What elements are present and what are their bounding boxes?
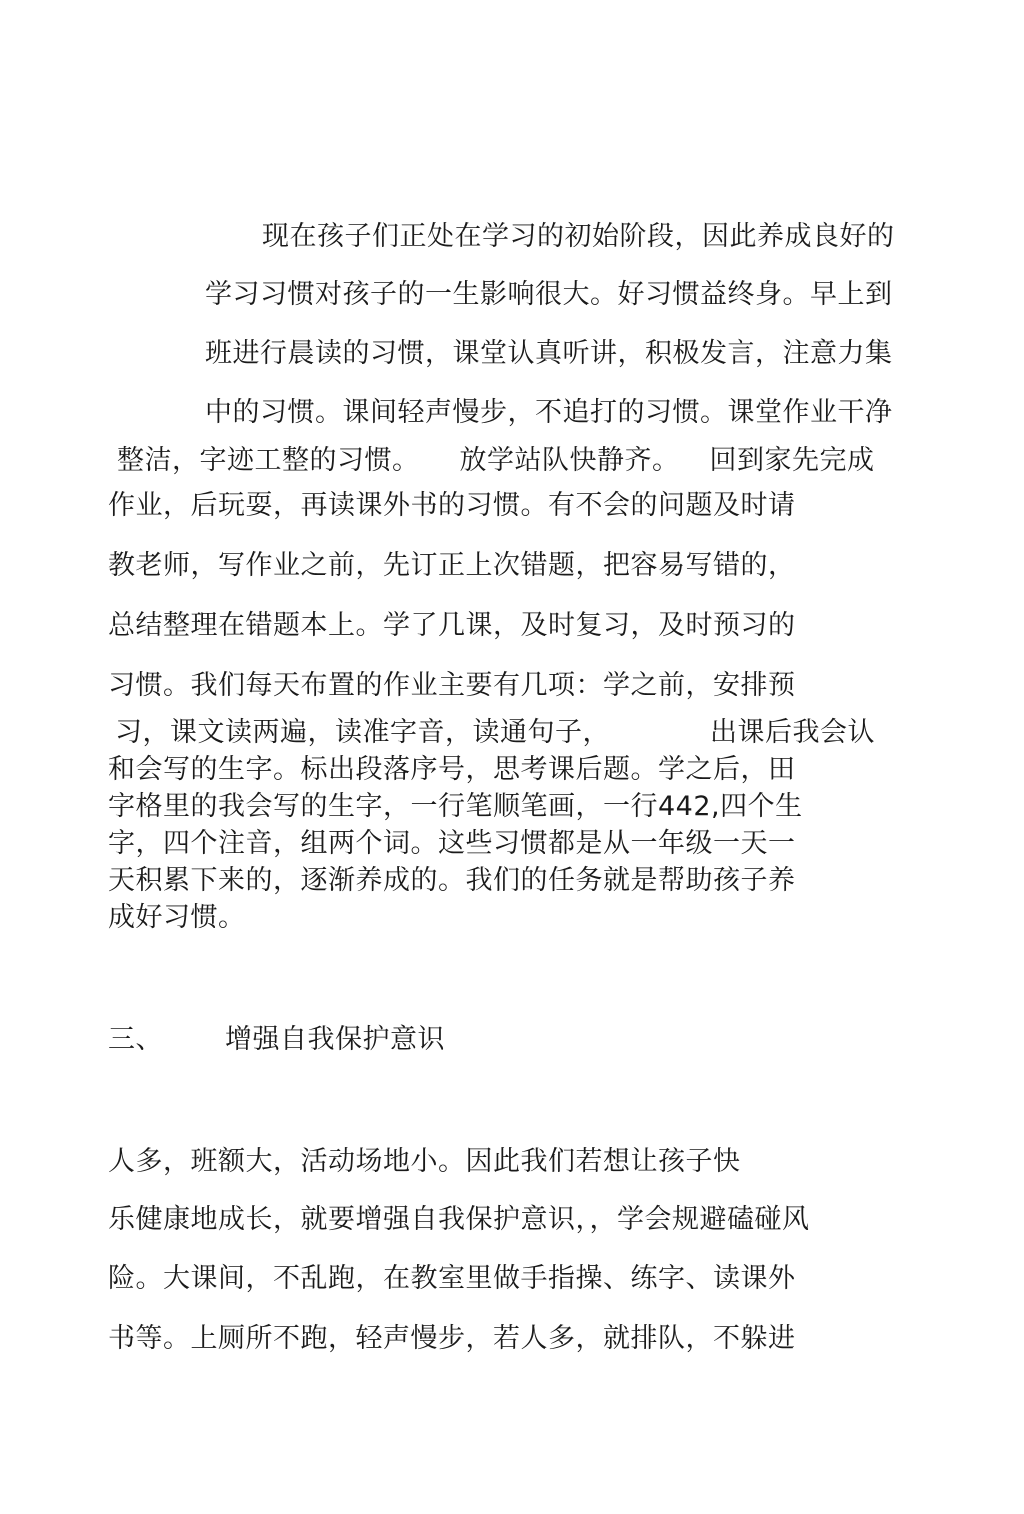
paragraph1-line-10: [115, 716, 875, 750]
paragraph1-line-15: 成好习惯。: [108, 902, 246, 933]
paragraph2-line-1: 人多，班额大，活动场地小。因此我们若想让孩子快: [108, 1146, 741, 1177]
paragraph2-line-2: 乐健康地成长，就要增强自我保护意识，，学会规避磕碰风: [108, 1204, 810, 1235]
paragraph1-line-5: [117, 444, 875, 478]
paragraph1-line-4: 中的习惯。课间轻声慢步，不追打的习惯。课堂作业干净: [205, 397, 893, 428]
line10-part-a: 习，课文读两遍，读准字音，读通句子，: [115, 717, 610, 748]
paragraph1-line-11: 和会写的生字。标出段落序号，思考课后题。学之后，田: [108, 754, 796, 785]
section3-number: 三、: [108, 1024, 163, 1055]
line10-part-b: 出课后我会认: [710, 717, 875, 748]
paragraph1-line-13: 字，四个注音，组两个词。这些习惯都是从一年级一天一: [108, 828, 796, 859]
section3-title: 增强自我保护意识: [225, 1024, 445, 1055]
paragraph1-line-8: 总结整理在错题本上。学了几课，及时复习，及时预习的: [108, 610, 796, 641]
section3-heading: [108, 1023, 445, 1057]
paragraph1-line-6: 作业，后玩耍，再读课外书的习惯。有不会的问题及时请: [108, 490, 796, 521]
paragraph1-line-1: 现在孩子们正处在学习的初始阶段，因此养成良好的: [262, 221, 895, 252]
paragraph1-line-12: 字格里的我会写的生字，一行笔顺笔画，一行442,四个生: [108, 791, 803, 822]
paragraph2-line-3: 险。大课间，不乱跑，在教室里做手指操、练字、读课外: [108, 1263, 796, 1294]
line5-part-b: 放学站队快静齐。: [459, 445, 680, 476]
paragraph2-line-4: 书等。上厕所不跑，轻声慢步，若人多，就排队，不躲进: [108, 1323, 796, 1354]
paragraph1-line-7: 教老师，写作业之前，先订正上次错题，把容易写错的，: [108, 550, 796, 581]
line5-part-a: 整洁，字迹工整的习惯。: [117, 445, 420, 476]
paragraph1-line-14: 天积累下来的，逐渐养成的。我们的任务就是帮助孩子养: [108, 865, 796, 896]
paragraph1-line-2: 学习习惯对孩子的一生影响很大。好习惯益终身。早上到: [205, 279, 893, 310]
paragraph1-line-9: 习惯。我们每天布置的作业主要有几项：学之前，安排预: [108, 670, 796, 701]
line5-part-c: 回到家先完成: [709, 445, 875, 476]
paragraph1-line-3: 班进行晨读的习惯，课堂认真听讲，积极发言，注意力集: [205, 338, 893, 369]
